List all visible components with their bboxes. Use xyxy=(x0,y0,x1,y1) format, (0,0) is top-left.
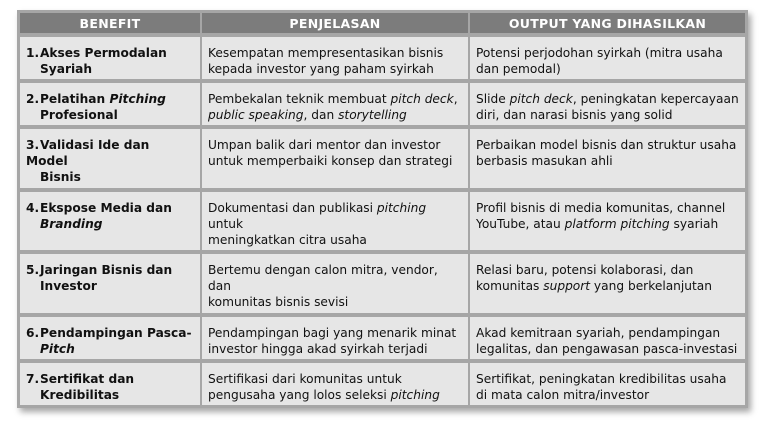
text-segment: Kredibilitas xyxy=(40,388,120,403)
row-number: 4. xyxy=(26,200,40,215)
header-output: OUTPUT YANG DIHASILKAN xyxy=(469,13,745,35)
output-cell xyxy=(469,35,745,81)
text-segment: YouTube, atau xyxy=(476,216,565,231)
row-number: 5. xyxy=(26,263,40,278)
penjelasan-line xyxy=(208,232,462,248)
text-segment: pengusaha yang lolos seleksi xyxy=(208,388,391,403)
penjelasan-line xyxy=(208,325,462,341)
table-row xyxy=(20,127,745,190)
output-line xyxy=(476,371,739,387)
penjelasan-cell xyxy=(201,190,469,253)
output-line xyxy=(476,200,739,216)
text-segment: untuk xyxy=(208,216,244,231)
output-line xyxy=(476,137,739,153)
table-row xyxy=(20,315,745,361)
text-segment: komunitas bisnis sevisi xyxy=(208,295,349,310)
penjelasan-cell xyxy=(201,81,469,127)
text-segment: Umpan balik dari mentor dan investor xyxy=(208,137,441,152)
italic-text: Pitching xyxy=(109,91,166,106)
output-line xyxy=(476,61,739,77)
text-segment: yang berkelanjutan xyxy=(590,279,712,294)
text-segment: syariah xyxy=(669,216,719,231)
penjelasan-line xyxy=(208,137,462,153)
benefit-cell xyxy=(20,190,201,253)
output-line xyxy=(476,262,739,278)
row-number: 1. xyxy=(26,46,40,60)
benefit-line xyxy=(26,45,194,61)
text-segment: Validasi Ide dan Model xyxy=(26,137,150,168)
penjelasan-cell xyxy=(201,252,469,315)
text-segment: untuk memperbaiki konsep dan strategi xyxy=(208,153,453,168)
text-segment: Bisnis xyxy=(40,169,81,184)
row-number: 2. xyxy=(26,91,40,106)
penjelasan-cell xyxy=(201,315,469,361)
benefit-line xyxy=(26,61,194,77)
italic-text: pitch deck xyxy=(390,91,454,106)
text-segment: Ekspose Media dan xyxy=(40,200,172,215)
text-segment: Dokumentasi dan publikasi xyxy=(208,200,377,215)
benefit-line xyxy=(26,216,194,232)
benefit-line xyxy=(26,341,194,357)
text-segment: , xyxy=(453,91,458,106)
output-line xyxy=(476,216,739,232)
output-cell xyxy=(469,190,745,253)
text-segment: Profil bisnis di media komunitas, channel xyxy=(476,200,726,215)
row-number: 7. xyxy=(26,372,40,387)
penjelasan-line xyxy=(208,61,462,77)
table-header-row xyxy=(20,13,745,35)
italic-text: support xyxy=(543,279,591,294)
table-row xyxy=(20,252,745,315)
penjelasan-line xyxy=(208,294,462,310)
penjelasan-line xyxy=(208,200,462,232)
benefit-line xyxy=(26,278,194,294)
text-segment: legalitas, dan pengawasan pasca-investasi xyxy=(476,342,738,357)
text-segment: komunitas xyxy=(476,279,544,294)
penjelasan-line xyxy=(208,91,462,107)
italic-text: pitch deck xyxy=(509,91,573,106)
italic-text: public speaking xyxy=(208,107,304,122)
output-line xyxy=(476,153,739,169)
output-cell xyxy=(469,252,745,315)
benefit-line xyxy=(26,169,194,185)
output-cell xyxy=(469,81,745,127)
penjelasan-cell xyxy=(201,361,469,405)
output-line xyxy=(476,91,739,107)
benefit-line xyxy=(26,91,194,107)
text-segment: di mata calon mitra/investor xyxy=(476,388,650,403)
benefit-line xyxy=(26,387,194,403)
italic-text: Branding xyxy=(40,216,103,231)
text-segment: investor hingga akad syirkah terjadi xyxy=(208,342,428,357)
penjelasan-line xyxy=(208,387,462,403)
benefit-cell xyxy=(20,361,201,405)
benefit-line xyxy=(26,137,194,169)
text-segment: Perbaikan model bisnis dan struktur usaha xyxy=(476,137,737,152)
table-body xyxy=(20,35,745,405)
text-segment: Syariah xyxy=(40,62,93,76)
output-line xyxy=(476,45,739,61)
output-cell xyxy=(469,315,745,361)
header-benefit: BENEFIT xyxy=(20,13,201,35)
benefit-table-frame xyxy=(17,10,748,408)
penjelasan-line xyxy=(208,45,462,61)
text-segment: Sertifikasi dari komunitas untuk xyxy=(208,372,402,387)
table-row xyxy=(20,361,745,405)
text-segment: diri, dan narasi bisnis yang solid xyxy=(476,107,673,122)
text-segment: Sertifikat, peningkatan kredibilitas usaha xyxy=(476,372,727,387)
table-row xyxy=(20,35,745,81)
output-cell xyxy=(469,127,745,190)
benefit-line xyxy=(26,107,194,123)
italic-text: Pitch xyxy=(40,342,75,357)
text-segment: Profesional xyxy=(40,107,118,122)
text-segment: kepada investor yang paham syirkah xyxy=(208,62,434,76)
benefit-cell xyxy=(20,252,201,315)
benefit-line xyxy=(26,200,194,216)
penjelasan-cell xyxy=(201,35,469,81)
benefit-line xyxy=(26,262,194,278)
text-segment: , dan xyxy=(303,107,339,122)
text-segment: berbasis masukan ahli xyxy=(476,153,613,168)
italic-text: pitching xyxy=(376,200,427,215)
text-segment: Investor xyxy=(40,279,97,294)
text-segment: Akses Permodalan xyxy=(40,46,167,60)
output-line xyxy=(476,325,739,341)
penjelasan-line xyxy=(208,262,462,294)
benefit-line xyxy=(26,325,194,341)
text-segment: Pendampingan bagi yang menarik minat xyxy=(208,326,457,341)
text-segment: Bertemu dengan calon mitra, vendor, dan xyxy=(208,263,438,294)
text-segment: Slide xyxy=(476,91,510,106)
penjelasan-cell xyxy=(201,127,469,190)
row-number: 3. xyxy=(26,137,40,152)
text-segment: Pendampingan Pasca- xyxy=(40,326,192,341)
header-penjelasan: PENJELASAN xyxy=(201,13,469,35)
italic-text: platform pitching xyxy=(564,216,670,231)
penjelasan-line xyxy=(208,107,462,123)
output-line xyxy=(476,341,739,357)
italic-text: storytelling xyxy=(338,107,407,122)
text-segment: , peningkatan kepercayaan xyxy=(572,91,739,106)
benefit-table xyxy=(20,13,745,405)
text-segment: Pelatihan xyxy=(40,91,110,106)
text-segment: dan pemodal) xyxy=(476,62,561,76)
output-line xyxy=(476,387,739,403)
benefit-cell xyxy=(20,315,201,361)
benefit-line xyxy=(26,371,194,387)
benefit-cell xyxy=(20,35,201,81)
text-segment: Sertifikat dan xyxy=(40,372,135,387)
penjelasan-line xyxy=(208,371,462,387)
text-segment: Akad kemitraan syariah, pendampingan xyxy=(476,326,721,341)
italic-text: pitching xyxy=(390,388,440,403)
row-number: 6. xyxy=(26,326,40,341)
penjelasan-line xyxy=(208,153,462,169)
text-segment: Jaringan Bisnis dan xyxy=(40,263,173,278)
output-line xyxy=(476,107,739,123)
output-cell xyxy=(469,361,745,405)
text-segment: Kesempatan mempresentasikan bisnis xyxy=(208,46,444,60)
output-line xyxy=(476,278,739,294)
benefit-cell xyxy=(20,127,201,190)
benefit-cell xyxy=(20,81,201,127)
text-segment: Pembekalan teknik membuat xyxy=(208,91,391,106)
text-segment: Potensi perjodohan syirkah (mitra usaha xyxy=(476,46,723,60)
table-row xyxy=(20,190,745,253)
text-segment: meningkatkan citra usaha xyxy=(208,232,367,247)
penjelasan-line xyxy=(208,341,462,357)
table-row xyxy=(20,81,745,127)
text-segment: Relasi baru, potensi kolaborasi, dan xyxy=(476,263,694,278)
